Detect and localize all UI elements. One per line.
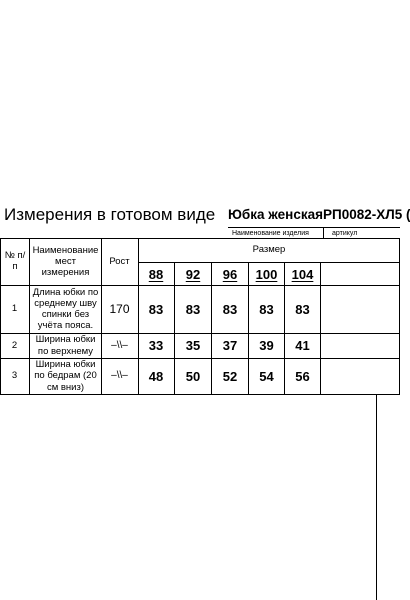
row-value: 54 [259,368,274,384]
row-height: 170 [109,301,130,316]
row-value: 48 [148,368,164,384]
row-value: 83 [222,301,238,317]
row-value: 56 [295,368,310,384]
row-num: 1 [11,303,18,315]
row-value: 41 [295,338,310,353]
header-height: Рост [109,255,130,267]
col-line-extra [376,394,377,600]
row-value: 37 [222,338,238,353]
size-label: 96 [222,267,238,282]
header-size: Размер [252,244,286,256]
row3-bottom-line [0,394,400,395]
size-label: 104 [291,267,314,282]
row-value: 83 [148,301,164,317]
row-height: –\\– [111,370,128,382]
size-label: 100 [255,267,278,282]
header-num: № п/п [4,249,26,272]
document-title: Измерения в готовом виде [4,205,216,224]
size-label: 88 [148,267,164,282]
row-value: 83 [295,301,310,317]
size-label: 92 [185,267,201,282]
row-value: 52 [222,368,238,384]
header-underline [228,227,400,228]
article-caption: артикул [332,230,358,237]
row-name: Ширина юбки по бедрам (20 см вниз) [34,359,97,393]
row-value: 35 [185,338,201,353]
row-value: 33 [148,338,164,353]
article-code: РП0082-ХЛ5 ( [323,207,410,222]
row-name: Длина юбки по среднему шву спинки без учёта пояса. [32,286,99,332]
caption-divider [323,227,324,238]
col-line [320,262,321,394]
row-value: 50 [185,368,201,384]
row-value: 83 [259,301,274,317]
row-num: 3 [11,370,18,382]
header-name: Наименование мест измерения [32,244,99,279]
row-height: –\\– [111,339,128,351]
size-row-line [320,285,400,286]
size-header-line [138,262,400,263]
product-name: Юбка женская [228,207,323,222]
row-value: 83 [185,301,201,317]
row-num: 2 [11,339,18,351]
product-name-caption: Наименование изделия [232,230,309,237]
row-name: Ширина юбки по верхнему [35,334,96,357]
row-value: 39 [259,338,274,353]
